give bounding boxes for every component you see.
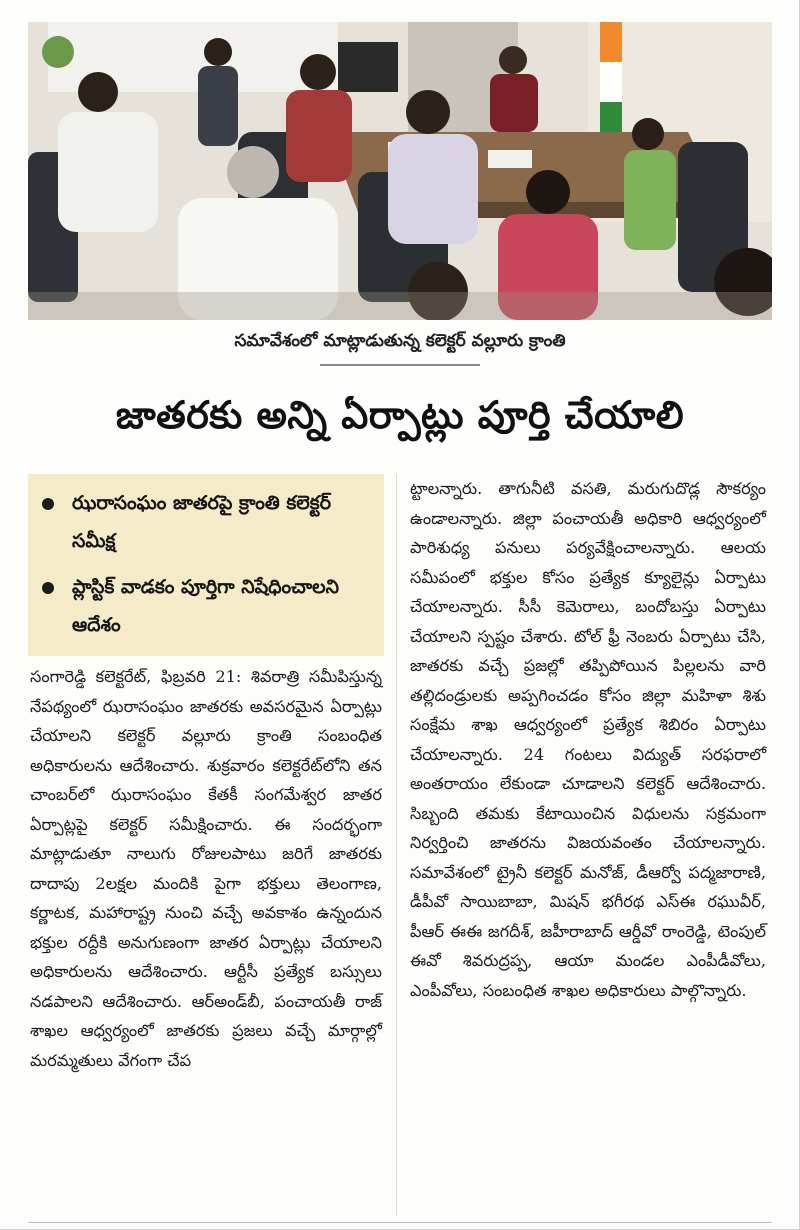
highlight-item [42,484,372,560]
highlight-text: ఝరాసంఘం జాతరపై క్రాంతి కలెక్టర్‌ సమీక్ష [72,492,331,552]
bottom-rule [28,1222,772,1223]
caption-divider [320,364,480,366]
headline: జాతరకు అన్ని ఏర్పాట్లు పూర్తి చేయాలి [115,393,685,437]
highlight-item [42,568,372,644]
article-text-right: ట్టాలన్నారు. తాగునీటి వసతి, మరుగుదొడ్ల సౌకర్యం ఉండాలన్నారు. జిల్లా పంచాయతీ అధికారి ఆధ్వర్యంలో పారిశుధ్య పనులు పర్యవేక్షించాలన్నారు. ఆలయ సమీపంలో భక్తుల కోసం ప్రత్యేక క్యూలైన్లు ఏర్పాటు చేయాలన్నారు. సీసీ కెమెరాలు, బందోబస్తు ఏర్పాటు చేయాలని స్పష్టం చేశారు. టోల్‌ ఫ్రీ నెంబరు ఏర్పాటు చేసి, జాతరకు వచ్చే ప్రజల్లో తప్పిపోయిన పిల్లలను వారి తల్లిదండ్రులకు అప్పగించడం కోసం జిల్లా మహిళా శిశు సంక్షేమ శాఖ ఆధ్వర్యంలో ప్రత్యేక శిబిరం ఏర్పాటు చేయాలన్నారు. 24 గంటలు విద్యుత్‌ సరఫరాలో అంతరాయం లేకుండా చూడాలని కలెక్టర్‌ ఆదేశించారు. సిబ్బంది తమకు కేటాయించిన విధులను సక్రమంగా నిర్వర్తించి జాతరను విజయవంతం చేయాలన్నారు. సమావేశంలో ట్రైనీ కలెక్టర్‌ మనోజ్‌, డీఆర్వో పద్మజారాణి, డీపీవో సాయిబాబా, మిషన్‌ భగీరథ ఎస్‌ఈ రఘువీర్‌, పీఆర్‌ ఈఈ జగదీశ్‌, జహీరాబాద్‌ ఆర్డీవో రాంరెడ్డి, టెంపుల్‌ ఈవో శివరుద్రప్ప, ఆయా మండల ఎంపీడీవోలు, ఎంపీవోలు, సంబంధిత శాఖల అధికారులు పాల్గొన్నారు. [410,479,766,1000]
highlights-box [28,474,384,656]
article-text-left: సంగారెడ్డి కలెక్టరేట్‌, ఫిబ్రవరి 21: శివరాత్రి సమీపిస్తున్న నేపథ్యంలో ఝరాసంఘం జాతరకు అవసరమైన ఏర్పాట్లు చేయాలని కలెక్టర్‌ వల్లూరు క్రాంతి సంబంధిత అధికారులను ఆదేశించారు. శుక్రవారం కలెక్టరేట్‌లోని తన చాంబర్‌లో ఝరాసంఘం కేతకీ సంగమేశ్వర జాతర ఏర్పాట్లపై కలెక్టర్‌ సమీక్షించారు. ఈ సందర్భంగా మాట్లాడుతూ నాలుగు రోజులపాటు జరిగే జాతరకు దాదాపు 2లక్షల మందికి పైగా భక్తులు తెలంగాణ, కర్ణాటక, మహారాష్ట్ర నుంచి వచ్చే అవకాశం ఉన్నందున భక్తుల రద్దీకి అనుగుణంగా జాతర ఏర్పాట్లు చేయాలని అధికారులను ఆదేశించారు. ఆర్టీసీ ప్రత్యేక బస్సులు నడపాలని ఆదేశించారు. ఆర్‌అండ్‌బీ, పంచాయతీ రాజ్‌ శాఖల ఆధ్వర్యంలో జాతరకు ప్రజలు వచ్చే మార్గాల్లో మరమ్మతులు వేగంగా చేప [30,667,382,1070]
meeting-photo [28,22,772,320]
highlight-text: ప్లాస్టిక్‌ వాడకం పూర్తిగా నిషేధించాలని ఆదేశం [72,576,339,636]
photo-caption: సమావేశంలో మాట్లాడుతున్న కలెక్టర్‌ వల్లూరు క్రాంతి [234,331,566,351]
article-column-right [410,474,766,1216]
bullet-icon [42,498,54,510]
column-divider [396,474,397,1216]
bullet-icon [42,582,54,594]
article-column-left [30,662,382,1218]
